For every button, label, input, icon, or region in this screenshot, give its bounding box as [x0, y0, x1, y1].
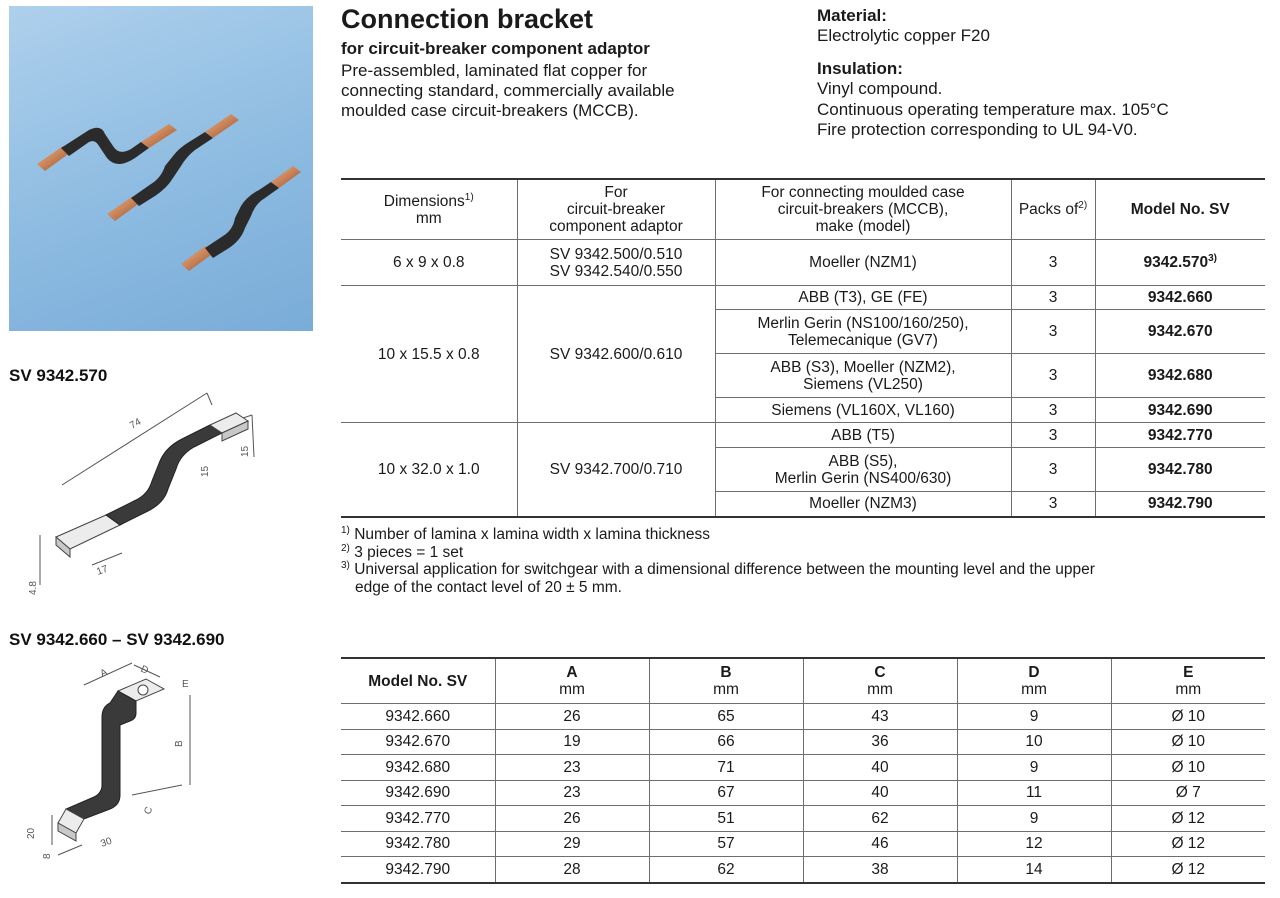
- dim-30-label: 30: [99, 835, 114, 850]
- footnotes: [341, 526, 1261, 596]
- make-cell: ABB (T5): [715, 423, 1011, 448]
- header-label: E: [1183, 664, 1194, 681]
- caption-sv9342-570: SV 9342.570: [9, 366, 108, 385]
- b-cell: 71: [649, 755, 803, 781]
- d-cell: 11: [957, 780, 1111, 806]
- model-cell: [1095, 240, 1265, 286]
- packs-cell: 3: [1011, 398, 1095, 423]
- table-row: [341, 755, 1265, 781]
- a-cell: 26: [495, 806, 649, 832]
- model-cell: 9342.780: [1095, 448, 1265, 492]
- model-cell: 9342.690: [1095, 398, 1265, 423]
- insulation-heading: Insulation:: [817, 59, 903, 78]
- c-cell: 40: [803, 755, 957, 781]
- make-cell: ABB (T3), GE (FE): [715, 286, 1011, 310]
- e-cell: Ø 12: [1111, 806, 1265, 832]
- header-model: Model No. SV: [1095, 179, 1265, 240]
- dim-width-label: 15: [200, 465, 211, 477]
- dim-b-label: B: [174, 740, 185, 747]
- d-cell: 12: [957, 831, 1111, 857]
- footnote-1: [341, 526, 1261, 544]
- insulation-block: [817, 59, 1169, 141]
- dimensions-cell: 6 x 9 x 0.8: [341, 240, 517, 286]
- model-number: 9342.570: [1143, 254, 1209, 271]
- header-d: [957, 658, 1111, 704]
- adaptor-cell: SV 9342.700/0.710: [517, 423, 715, 517]
- adaptor-cell: SV 9342.600/0.610: [517, 286, 715, 423]
- make-cell: [715, 448, 1011, 492]
- dim-c-label: C: [142, 805, 156, 817]
- header-e: [1111, 658, 1265, 704]
- dim-e-label: E: [182, 679, 189, 690]
- model-cell: 9342.770: [341, 806, 495, 832]
- table-row: [341, 831, 1265, 857]
- dimension-drawing-1: [22, 385, 282, 612]
- model-cell: 9342.660: [341, 704, 495, 730]
- product-description: [341, 61, 771, 121]
- header-model-no: Model No. SV: [341, 658, 495, 704]
- insulation-line: Fire protection corresponding to UL 94-V0.: [817, 120, 1138, 139]
- make-cell: [715, 310, 1011, 354]
- footnote-mark: 3): [1208, 252, 1218, 264]
- header-b: [649, 658, 803, 704]
- header-dimensions-unit: mm: [415, 209, 442, 227]
- header-line: circuit-breakers (MCCB),: [777, 201, 949, 218]
- connection-bracket-table: [341, 178, 1265, 518]
- header-label: B: [720, 664, 732, 681]
- table-row: [341, 857, 1265, 883]
- a-cell: 28: [495, 857, 649, 883]
- table-row: [341, 729, 1265, 755]
- dimensions-table: [341, 657, 1265, 884]
- packs-cell: 3: [1011, 423, 1095, 448]
- adaptor-line: SV 9342.540/0.550: [549, 262, 683, 280]
- header-unit: mm: [1021, 681, 1047, 698]
- a-cell: 19: [495, 729, 649, 755]
- a-cell: 23: [495, 755, 649, 781]
- dim-8-label: 8: [42, 853, 53, 859]
- dimensions-cell: 10 x 15.5 x 0.8: [341, 286, 517, 423]
- e-cell: Ø 10: [1111, 755, 1265, 781]
- dimension-drawing-2: [22, 655, 222, 870]
- table-row: [341, 286, 1265, 310]
- dim-length-label: 74: [128, 416, 144, 432]
- packs-cell: 3: [1011, 354, 1095, 398]
- header-line: For connecting moulded case: [761, 184, 965, 201]
- model-cell: 9342.770: [1095, 423, 1265, 448]
- header-label: C: [874, 664, 886, 681]
- model-cell: 9342.790: [1095, 492, 1265, 517]
- e-cell: Ø 10: [1111, 704, 1265, 730]
- c-cell: 62: [803, 806, 957, 832]
- table-row: [341, 806, 1265, 832]
- table-row: [341, 240, 1265, 286]
- a-cell: 26: [495, 704, 649, 730]
- packs-cell: 3: [1011, 240, 1095, 286]
- model-cell: 9342.680: [341, 755, 495, 781]
- material-block: [817, 6, 990, 47]
- a-cell: 23: [495, 780, 649, 806]
- footnote-mark: 2): [341, 542, 350, 554]
- footnote-mark: 3): [341, 559, 350, 571]
- footnote-mark: 1): [464, 191, 474, 203]
- make-line: ABB (S3), Moeller (NZM2),: [770, 358, 956, 376]
- d-cell: 9: [957, 806, 1111, 832]
- caption-sv9342-660-690: SV 9342.660 – SV 9342.690: [9, 630, 225, 649]
- dim-height-label: 15: [240, 445, 251, 457]
- table-row: [341, 780, 1265, 806]
- description-line: moulded case circuit-breakers (MCCB).: [341, 101, 639, 120]
- header-connecting: [715, 179, 1011, 240]
- make-cell: Moeller (NZM3): [715, 492, 1011, 517]
- packs-cell: 3: [1011, 492, 1095, 517]
- header-unit: mm: [1175, 681, 1202, 698]
- header-a: [495, 658, 649, 704]
- material-heading: Material:: [817, 6, 887, 25]
- b-cell: 51: [649, 806, 803, 832]
- e-cell: Ø 10: [1111, 729, 1265, 755]
- material-value: Electrolytic copper F20: [817, 26, 990, 45]
- c-cell: 43: [803, 704, 957, 730]
- e-cell: Ø 12: [1111, 831, 1265, 857]
- d-cell: 10: [957, 729, 1111, 755]
- footnote-mark: 1): [341, 524, 350, 536]
- header-unit: mm: [867, 681, 893, 698]
- make-line: Merlin Gerin (NS400/630): [774, 469, 952, 487]
- description-line: connecting standard, commercially available: [341, 81, 675, 100]
- adaptor-line: SV 9342.500/0.510: [549, 245, 683, 263]
- model-cell: 9342.790: [341, 857, 495, 883]
- e-cell: Ø 12: [1111, 857, 1265, 883]
- a-cell: 29: [495, 831, 649, 857]
- make-cell: [715, 354, 1011, 398]
- header-c: [803, 658, 957, 704]
- header-label: D: [1028, 664, 1040, 681]
- header-unit: mm: [559, 681, 585, 698]
- make-cell: Siemens (VL160X, VL160): [715, 398, 1011, 423]
- header-unit: mm: [713, 681, 739, 698]
- packs-cell: 3: [1011, 286, 1095, 310]
- model-cell: 9342.670: [1095, 310, 1265, 354]
- dimensions-cell: 10 x 32.0 x 1.0: [341, 423, 517, 517]
- page-subtitle: for circuit-breaker component adaptor: [341, 39, 650, 58]
- model-cell: 9342.670: [341, 729, 495, 755]
- b-cell: 65: [649, 704, 803, 730]
- model-cell: 9342.690: [341, 780, 495, 806]
- header-line: circuit-breaker: [566, 201, 666, 218]
- make-line: ABB (S5),: [828, 452, 898, 470]
- adaptor-cell: [517, 240, 715, 286]
- packs-cell: 3: [1011, 448, 1095, 492]
- d-cell: 9: [957, 755, 1111, 781]
- insulation-line: Vinyl compound.: [817, 79, 943, 98]
- dim-d-label: D: [138, 663, 150, 677]
- header-line: make (model): [815, 218, 911, 235]
- make-cell: Moeller (NZM1): [715, 240, 1011, 286]
- footnote-text: 3 pieces = 1 set: [354, 543, 464, 561]
- packs-cell: 3: [1011, 310, 1095, 354]
- c-cell: 40: [803, 780, 957, 806]
- footnote-3: [341, 561, 1261, 579]
- c-cell: 38: [803, 857, 957, 883]
- d-cell: 14: [957, 857, 1111, 883]
- b-cell: 67: [649, 780, 803, 806]
- e-cell: Ø 7: [1111, 780, 1265, 806]
- product-photo: [9, 6, 313, 331]
- header-packs-label: Packs of: [1018, 201, 1079, 218]
- c-cell: 46: [803, 831, 957, 857]
- make-line: Siemens (VL250): [803, 375, 923, 393]
- copper-brackets-image: [9, 6, 313, 331]
- model-cell: 9342.660: [1095, 286, 1265, 310]
- page-title: Connection bracket: [341, 4, 594, 34]
- header-dimensions-label: Dimensions: [383, 192, 465, 210]
- dim-20-label: 20: [26, 827, 37, 839]
- header-adaptor: [517, 179, 715, 240]
- d-cell: 9: [957, 704, 1111, 730]
- model-cell: 9342.680: [1095, 354, 1265, 398]
- table-header-row: [341, 658, 1265, 704]
- header-packs: [1011, 179, 1095, 240]
- b-cell: 62: [649, 857, 803, 883]
- b-cell: 57: [649, 831, 803, 857]
- dim-tab-label: 17: [95, 563, 110, 578]
- footnote-mark: 2): [1078, 199, 1088, 211]
- header-line: For: [604, 184, 628, 201]
- b-cell: 66: [649, 729, 803, 755]
- table-row: [341, 704, 1265, 730]
- table-header-row: [341, 179, 1265, 240]
- dim-a-label: A: [98, 666, 110, 680]
- footnote-text: Number of lamina x lamina width x lamina thickness: [354, 526, 710, 543]
- model-cell: 9342.780: [341, 831, 495, 857]
- header-dimensions: [341, 179, 517, 240]
- header-label: A: [566, 664, 578, 681]
- dim-thickness-label: 4.8: [28, 581, 39, 595]
- footnote-3-continued: edge of the contact level of 20 ± 5 mm.: [355, 578, 622, 596]
- header-line: component adaptor: [549, 218, 683, 235]
- c-cell: 36: [803, 729, 957, 755]
- description-line: Pre-assembled, laminated flat copper for: [341, 61, 648, 80]
- insulation-line: Continuous operating temperature max. 105°C: [817, 99, 1169, 119]
- footnote-text: Universal application for switchgear with a dimensional difference between the mounting level and the upper: [354, 561, 1095, 578]
- table-row: [341, 423, 1265, 448]
- make-line: Telemecanique (GV7): [788, 331, 938, 349]
- make-line: Merlin Gerin (NS100/160/250),: [757, 314, 969, 332]
- footnote-2: [341, 544, 1261, 562]
